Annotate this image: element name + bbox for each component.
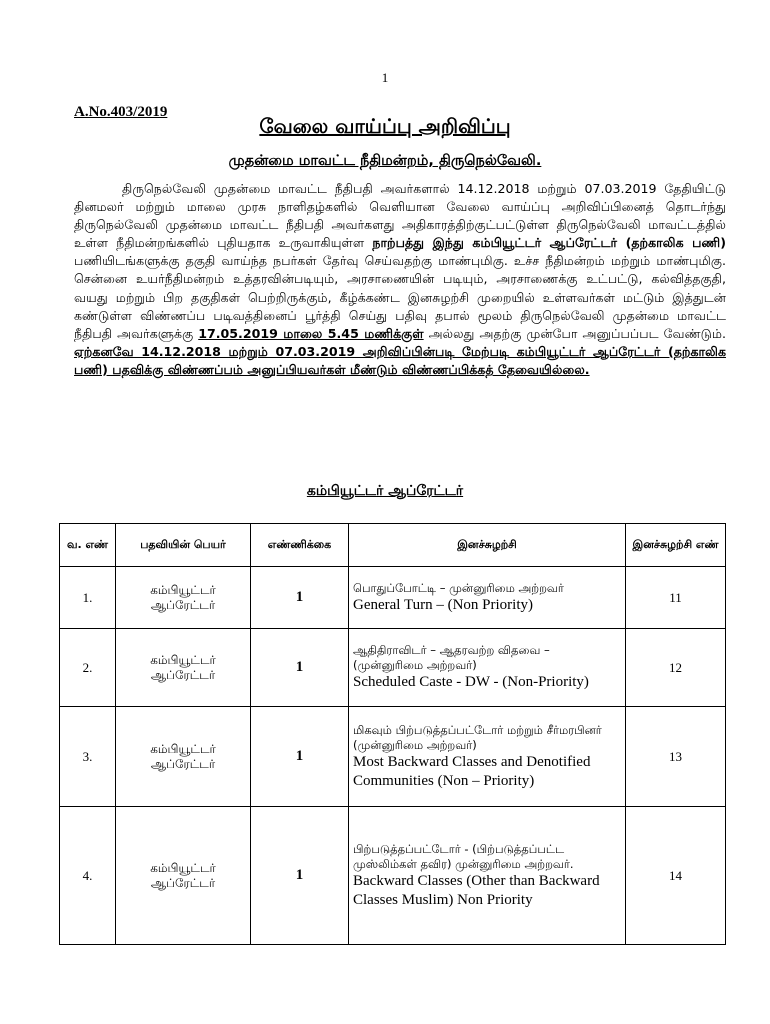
table-header-row xyxy=(60,524,726,567)
row-post: கம்பியூட்டர் ஆப்ரேட்டர் xyxy=(116,707,251,807)
page-number: 1 xyxy=(381,70,389,85)
row-count: 1 xyxy=(251,707,349,807)
row-code: 11 xyxy=(626,567,726,629)
reservation-english: Scheduled Caste - DW - (Non-Priority) xyxy=(353,674,589,690)
row-count: 1 xyxy=(251,567,349,629)
reservation-tamil: பிற்படுத்தப்பட்டோர் - (பிற்படுத்தப்பட்ட முஸ்லிம்கள் தவிர) முன்னுரிமை அற்றவர். xyxy=(353,841,574,871)
body-instructions: பணியிடங்களுக்கு தகுதி வாய்ந்த நபர்கள் தேர்வு செய்வதற்கு மாண்புமிகு. உச்ச நீதிமன்றம் மற்றும் மாண்புமிகு. சென்னை உயர்நீதிமன்றம் உத்தரவின்படியும், அரசாணையின் படியும், அரசாணைக்கு உட்பட்டு, கல்வித்தகுதி, வயது மற்றும் பிற தகுதிகள் பெற்றிருக்கும், கீழ்க்கண்ட இனசுழற்சி முறையில் உள்ளவர்கள் மட்டும் இத்துடன் கண்டுள்ள விண்ணப்ப படிவத்தினைப் பூர்த்தி செய்து பதிவு தபால் மூலம் திருநெல்வேலி முதன்மை மாவட்ட நீதிபதி அவர்களுக்கு xyxy=(74,253,726,341)
header-reservation: இனச்சுழற்சி xyxy=(349,524,626,567)
table-row xyxy=(60,567,726,629)
reservation-english: Most Backward Classes and Denotified Communities (Non – Priority) xyxy=(353,753,591,789)
reservation-tamil: மிகவும் பிற்படுத்தப்பட்டோர் மற்றும் சீர்மரபினர் (முன்னுரிமை அற்றவர்) xyxy=(353,722,602,752)
vacancy-table xyxy=(59,523,726,945)
row-sno: 4. xyxy=(60,807,116,945)
body-intro: திருநெல்வேலி முதன்மை மாவட்ட நீதிபதி அவர்களால் 14.12.2018 மற்றும் 07.03.2019 தேதியிட்டு தினமலர் மற்றும் மாலை முரசு நாளிதழ்களில் வெளியான வேலை வாய்ப்பு அறிவிப்பினைத் தொடர்ந்து திருநெல்வேலி முதன்மை மாவட்ட நீதிபதி அவர்களது அதிகாரத்திற்குட்பட்டுள்ள திருநெல்வேலி மாவட்டத்தில் உள்ள நீதிமன்றங்களில் புதியதாக உருவாகியுள்ள xyxy=(74,181,726,251)
row-code: 14 xyxy=(626,807,726,945)
header-code: இனச்சுழற்சி எண் xyxy=(626,524,726,567)
header-post: பதவியின் பெயர் xyxy=(116,524,251,567)
reference-number: A.No.403/2019 xyxy=(74,104,168,120)
body-post-count: நாற்பத்து இந்து கம்பியூட்டர் ஆப்ரேட்டர் (தற்காலிக பணி) xyxy=(372,235,726,251)
table-row xyxy=(60,707,726,807)
row-sno: 2. xyxy=(60,629,116,707)
row-code: 12 xyxy=(626,629,726,707)
body-deadline-suffix: அல்லது அதற்கு முன்போ அனுப்பப்பட வேண்டும். xyxy=(428,325,726,341)
row-post: கம்பியூட்டர் ஆப்ரேட்டர் xyxy=(116,567,251,629)
row-reservation xyxy=(349,629,626,707)
row-sno: 1. xyxy=(60,567,116,629)
reservation-english: General Turn – (Non Priority) xyxy=(353,596,533,613)
row-code: 13 xyxy=(626,707,726,807)
reservation-tamil: ஆதிதிராவிடர் – ஆதரவற்ற விதவை – (முன்னுரிமை அற்றவர்) xyxy=(353,643,550,672)
row-sno: 3. xyxy=(60,707,116,807)
reservation-english: Backward Classes (Other than Backward Classes Muslim) Non Priority xyxy=(353,872,600,908)
notice-body xyxy=(74,180,726,379)
header-count: எண்ணிக்கை xyxy=(251,524,349,567)
section-heading: கம்பியூட்டர் ஆப்ரேட்டர் xyxy=(306,483,464,499)
reservation-tamil: பொதுப்போட்டி – முன்னுரிமை அற்றவர் xyxy=(353,580,564,595)
row-count: 1 xyxy=(251,807,349,945)
table-row xyxy=(60,629,726,707)
table-row xyxy=(60,807,726,945)
page-title: வேலை வாய்ப்பு அறிவிப்பு xyxy=(259,114,511,138)
header-sno: வ. எண் xyxy=(60,524,116,567)
row-reservation xyxy=(349,807,626,945)
row-post: கம்பியூட்டர் ஆப்ரேட்டர் xyxy=(116,807,251,945)
body-note: ஏற்கனவே 14.12.2018 மற்றும் 07.03.2019 அறிவிப்பின்படி மேற்படி கம்பியூட்டர் ஆப்ரேட்டர் (தற்காலிக பணி) பதவிக்கு விண்ணப்பம் அனுப்பியவர்கள் மீண்டும் விண்ணப்பிக்கத் தேவையில்லை. xyxy=(74,343,726,377)
row-reservation xyxy=(349,567,626,629)
court-subtitle: முதன்மை மாவட்ட நீதிமன்றம், திருநெல்வேலி. xyxy=(228,153,542,169)
row-count: 1 xyxy=(251,629,349,707)
row-reservation xyxy=(349,707,626,807)
body-deadline: 17.05.2019 மாலை 5.45 மணிக்குள் xyxy=(198,325,424,341)
row-post: கம்பியூட்டர் ஆப்ரேட்டர் xyxy=(116,629,251,707)
